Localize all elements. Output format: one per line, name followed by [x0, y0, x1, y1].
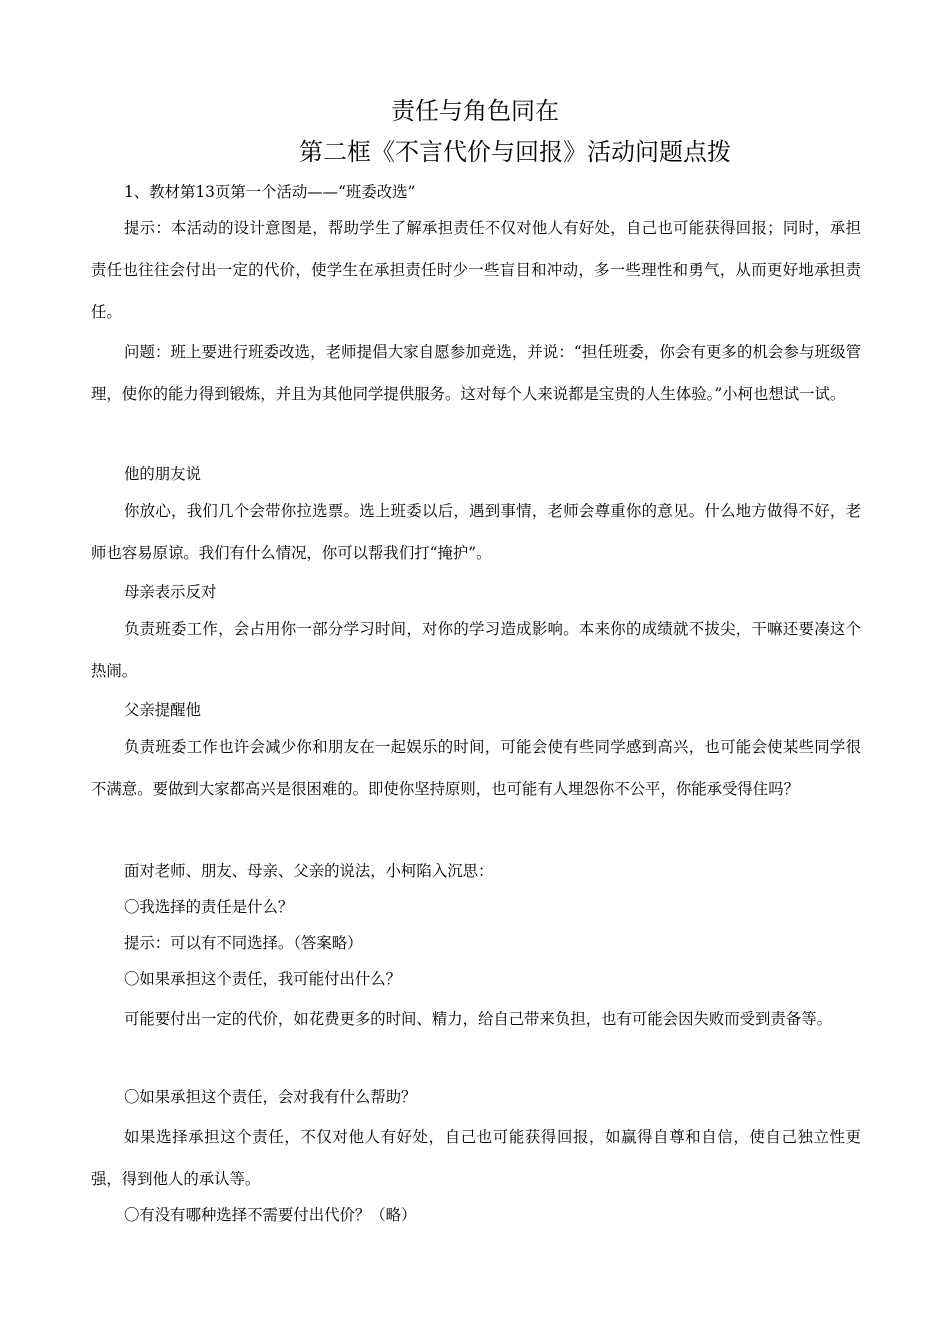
- reflection-line: 面对老师、朋友、母亲、父亲的说法，小柯陷入沉思：: [124, 862, 494, 880]
- question-3: 〇如果承担这个责任，会对我有什么帮助？: [124, 1088, 417, 1106]
- activity-heading: 1、教材第13页第一个活动——“班委改选”: [124, 183, 416, 201]
- mother-text: 负责班委工作，会占用你一部分学习时间，对你的学习造成影响。本来你的成绩就不拔尖，干嘛还要凑这个热闹。: [91, 620, 861, 680]
- father-text: 负责班委工作也许会减少你和朋友在一起娱乐的时间，可能会使有些同学感到高兴，也可能会使某些同学很不满意。要做到大家都高兴是很困难的。即使你坚持原则，也可能有人埋怨你不公平，你能承受得住吗？: [91, 738, 861, 798]
- document-title: 责任与角色同在: [391, 97, 559, 125]
- document-subtitle: 第二框《不言代价与回报》活动问题点拨: [299, 138, 731, 166]
- question-1: 〇我选择的责任是什么？: [124, 898, 294, 916]
- question-4: 〇有没有哪种选择不需要付出代价？（略）: [124, 1206, 417, 1224]
- answer-3: 如果选择承担这个责任，不仅对他人有好处，自己也可能获得回报，如赢得自尊和自信，使自己独立性更强，得到他人的承认等。: [91, 1128, 861, 1188]
- answer-1: 提示：可以有不同选择。（答案略）: [124, 934, 363, 952]
- friend-text: 你放心，我们几个会带你拉选票。选上班委以后，遇到事情，老师会尊重你的意见。什么地方做得不好，老师也容易原谅。我们有什么情况，你可以帮我们打“掩护”。: [91, 502, 861, 562]
- question-intro-paragraph: 问题：班上要进行班委改选，老师提倡大家自愿参加竞选，并说：“担任班委，你会有更多的机会参与班级管理，使你的能力得到锻炼，并且为其他同学提供服务。这对每个人来说都是宝贵的人生体验。”小柯也想试一试。: [91, 343, 861, 403]
- father-label: 父亲提醒他: [124, 701, 201, 719]
- friend-label: 他的朋友说: [124, 465, 201, 483]
- mother-label: 母亲表示反对: [124, 583, 217, 601]
- hint-intro-paragraph: 提示：本活动的设计意图是，帮助学生了解承担责任不仅对他人有好处，自己也可能获得回报；同时，承担责任也往往会付出一定的代价，使学生在承担责任时少一些盲目和冲动，多一些理性和勇气，从而更好地承担责任。: [91, 219, 861, 321]
- answer-2: 可能要付出一定的代价，如花费更多的时间、精力，给自己带来负担，也有可能会因失败而受到责备等。: [124, 1010, 832, 1028]
- question-2: 〇如果承担这个责任，我可能付出什么？: [124, 970, 402, 988]
